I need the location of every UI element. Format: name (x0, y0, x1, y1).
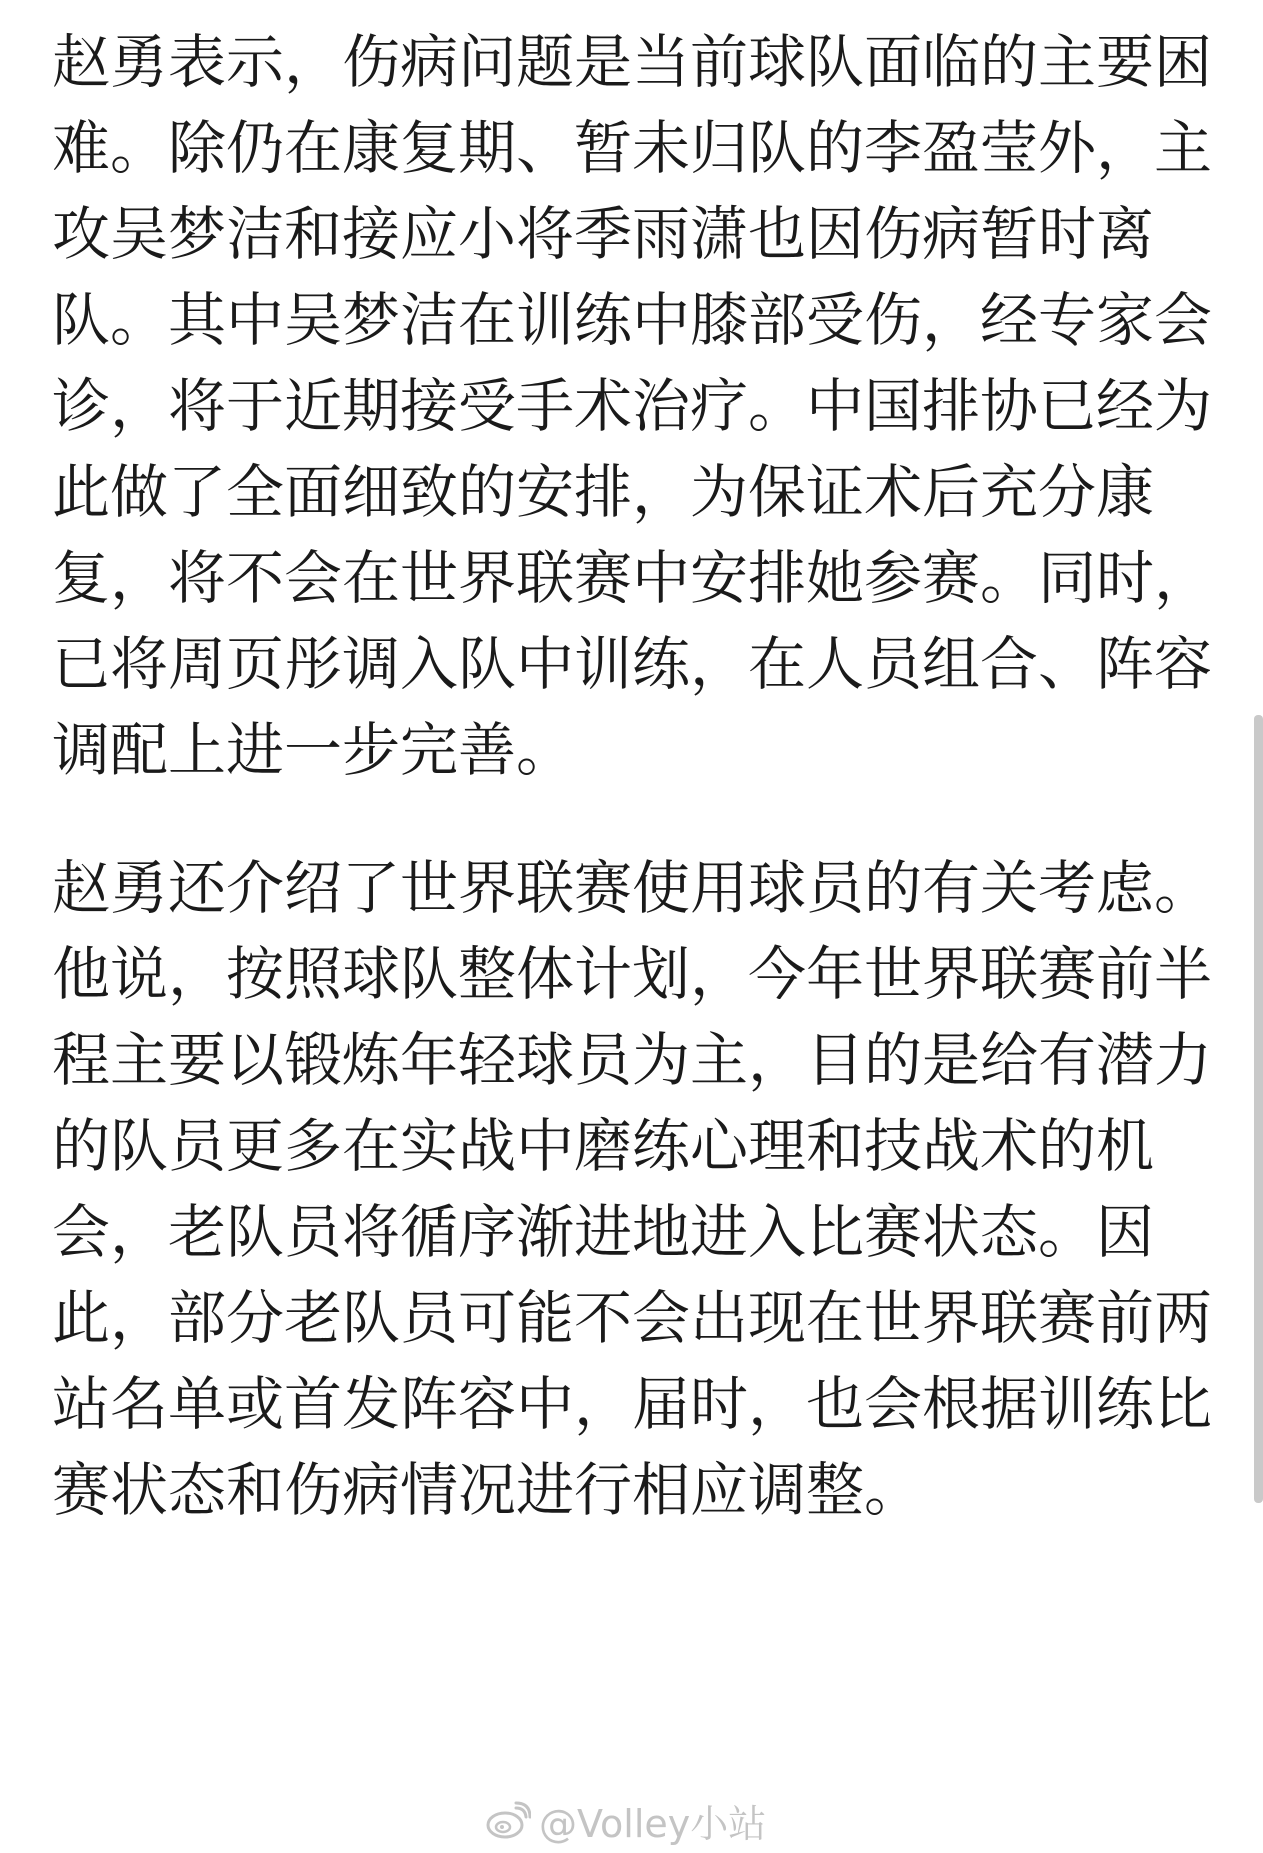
paragraph-1-line: 此做了全面细致的安排，为保证术后充分康 (52, 458, 1155, 526)
paragraph-1-line: 赵勇表示，伤病问题是当前球队面临的主要困 (52, 28, 1213, 96)
paragraph-2-line: 赛状态和伤病情况进行相应调整。 (52, 1456, 923, 1524)
watermark (485, 1795, 766, 1845)
paragraph-2-line: 赵勇还介绍了世界联赛使用球员的有关考虑。 (52, 854, 1213, 922)
paragraph-2-line: 此，部分老队员可能不会出现在世界联赛前两 (52, 1284, 1213, 1352)
paragraph-2-line: 站名单或首发阵容中，届时，也会根据训练比 (52, 1370, 1213, 1438)
paragraph-2-line: 的队员更多在实战中磨练心理和技战术的机 (52, 1112, 1155, 1180)
paragraph-1-line: 难。除仍在康复期、暂未归队的李盈莹外，主 (52, 114, 1213, 182)
paragraph-1-line: 复，将不会在世界联赛中安排她参赛。同时， (52, 544, 1213, 612)
vertical-scrollbar[interactable] (1254, 715, 1263, 1503)
paragraph-2-line: 程主要以锻炼年轻球员为主，目的是给有潜力 (52, 1026, 1213, 1094)
paragraph-1-line: 攻吴梦洁和接应小将季雨潇也因伤病暂时离 (52, 200, 1155, 268)
paragraph-2-line: 会，老队员将循序渐进地进入比赛状态。因 (52, 1198, 1155, 1266)
paragraph-1-line: 已将周页彤调入队中训练，在人员组合、阵容 (52, 630, 1213, 698)
weibo-icon (485, 1800, 531, 1840)
watermark-text: @Volley小站 (539, 1801, 767, 1846)
paragraph-1-line: 队。其中吴梦洁在训练中膝部受伤，经专家会 (52, 286, 1213, 354)
paragraph-1-line: 调配上进一步完善。 (52, 716, 575, 784)
paragraph-1-line: 诊，将于近期接受手术治疗。中国排协已经为 (52, 372, 1213, 440)
paragraph-2-line: 他说，按照球队整体计划，今年世界联赛前半 (52, 940, 1213, 1008)
